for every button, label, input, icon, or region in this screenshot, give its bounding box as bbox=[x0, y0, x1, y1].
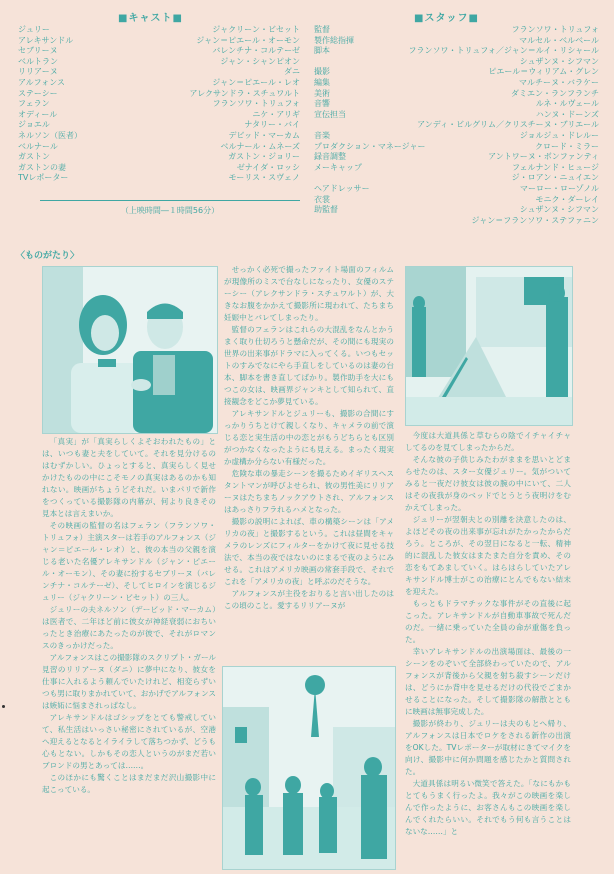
cast-role: ガストン bbox=[18, 152, 50, 162]
photo-couple-image bbox=[43, 267, 217, 433]
staff-row bbox=[314, 152, 599, 163]
cast-role: TVレポーター bbox=[18, 173, 69, 183]
staff-name: アンディ・ビルグリム／クリスチーヌ・ブリエール bbox=[417, 120, 599, 130]
cast-row bbox=[18, 46, 300, 57]
staff-row bbox=[314, 184, 599, 195]
cast-row bbox=[18, 173, 300, 184]
cast-list bbox=[18, 25, 300, 184]
cast-role: ジュリー bbox=[18, 25, 50, 34]
staff-row bbox=[314, 195, 599, 206]
staff-row bbox=[314, 142, 599, 153]
story-paragraph: 監督のフェランはこれらの大混乱をなんとかうまく取り仕切ろうと懸命だが、その間にも現実の世界の出来事がドラマに入ってくる。いつもセットのすみでなにやら手直しをしているのは妻の台本、脚本を書き直してばかり。製作助手を大にもつこの女は、映画界ジャンキとして知られて、直接観念をどこか夢見ている。 bbox=[224, 325, 394, 406]
cast-name: ガストン・ジョリー bbox=[228, 152, 300, 162]
staff-row bbox=[314, 205, 599, 216]
cast-row bbox=[18, 152, 300, 163]
cast-name: フランソワ・トリュフォ bbox=[212, 99, 300, 109]
staff-row bbox=[314, 89, 599, 100]
cast-name: ベルナール・ムネーズ bbox=[220, 141, 300, 151]
runtime: （上映時間―１時間56分） bbox=[120, 206, 220, 215]
story-paragraph: 撮影が終わり、ジュリーは夫のもとへ帰り、アルフォンスは日本でロケをされる新作の出演をOKした。TVレポーターが取材にきてマイクを向け、撮影中に何か問題を感じたかと質問された。 bbox=[405, 719, 571, 776]
cast-name: ジャン＝ピエール・レオ bbox=[212, 77, 300, 87]
staff-row bbox=[314, 67, 599, 78]
story-paragraph: アルフォンスが主役をおりると言い出したのはこの頃のこと。愛するリリアーヌが bbox=[224, 589, 394, 610]
cast-row bbox=[18, 142, 300, 153]
photo-street-image bbox=[406, 267, 572, 425]
cast-name: モーリス・スヴェノ bbox=[228, 173, 300, 183]
cast-section bbox=[18, 12, 300, 184]
staff-name: アントワーヌ・ボンファンティ bbox=[488, 152, 599, 162]
photo-couple bbox=[42, 266, 218, 434]
staff-role: 助監督 bbox=[314, 205, 338, 215]
staff-row bbox=[314, 163, 599, 174]
staff-role: 脚本 bbox=[314, 46, 330, 56]
staff-name: クロード・ミラー bbox=[535, 141, 599, 151]
cast-row bbox=[18, 120, 300, 131]
staff-row bbox=[314, 99, 599, 110]
cast-name: バレンチナ・コルテーゼ bbox=[212, 46, 300, 56]
story-paragraph: アレキサンドルとジュリーも、撮影の合間にすっかりうちとけて親しくなり、キャメラの前で演じる恋と実生活の中の恋とがもうどちらとも区別がつかなくなったようにも見える。まったく現実か虚構か分らない有様だった。 bbox=[224, 409, 394, 466]
staff-role: メーキャップ bbox=[314, 162, 362, 172]
story-middle-column bbox=[224, 264, 394, 660]
staff-role: 音楽 bbox=[314, 130, 330, 140]
staff-row bbox=[314, 173, 599, 184]
cast-row bbox=[18, 131, 300, 142]
staff-role: 録音調整 bbox=[314, 152, 346, 162]
photo-crew bbox=[222, 666, 396, 870]
cast-role: ベルトラン bbox=[18, 56, 58, 66]
story-paragraph: ジュリーが翌朝夫との別離を決意したのは、よほどその夜の出来事が忘れがたかったからだろう。ところが、その翌日になると一転、精神的に混乱した彼女はまたまた自分を責め、その恋をもてあましていく。はらはらしていたアレキサンドル博士がこの治療にとんでもない結末を迎えた。 bbox=[405, 515, 571, 596]
cast-name: ニケ・アリギ bbox=[252, 109, 300, 119]
staff-name: ハンヌ・ドーンズ bbox=[535, 109, 599, 119]
story-left-column bbox=[42, 436, 216, 870]
staff-name: ピエール＝ウィリアム・グレン bbox=[488, 67, 599, 77]
story-paragraph: その映画の監督の名はフェラン（フランソワ・トリュフォ）主演スターは若手のアルフォンス（ジャン＝ピエール・レオ）と、彼の本当の父親を演じる老いた名優アレキサンドル（ジャン・ピエール・オーモン）、その妻に扮するセブリーヌ（バレンチナ・コルテーゼ）、そしてヒロインを演じるジュリー（ジャクリーン・ビセット）の三人。 bbox=[42, 521, 216, 602]
cast-name: ジャン・シャンピオン bbox=[220, 56, 300, 66]
staff-row bbox=[314, 78, 599, 89]
cast-name: ゼナイダ・ロッシ bbox=[236, 162, 300, 172]
photo-street bbox=[405, 266, 573, 426]
cast-name: アレクサンドラ・スチュワルト bbox=[189, 88, 300, 98]
cast-row bbox=[18, 99, 300, 110]
cast-row bbox=[18, 78, 300, 89]
staff-name: フランソワ・トリュフォ／ジャン＝ルイ・リシャール bbox=[408, 46, 599, 56]
staff-row bbox=[314, 36, 599, 47]
staff-row bbox=[314, 25, 599, 36]
cast-role: アレキサンドル bbox=[18, 35, 74, 45]
cast-role: アルフォンス bbox=[18, 77, 66, 87]
staff-row bbox=[314, 131, 599, 142]
staff-name: シュザンヌ・シフマン bbox=[519, 205, 599, 215]
story-paragraph: 大道具係は明るい微笑で答えた。「なにもかもとてもうまく行ったよ。我々がこの映画を楽しんで作ったように、お客さんもこの映画を楽しんでくれたらいい。それでもう何も言うことはないな……」と bbox=[405, 779, 571, 836]
cast-role: ガストンの妻 bbox=[18, 162, 66, 172]
staff-role: 製作総指揮 bbox=[314, 35, 354, 45]
staff-role: 撮影 bbox=[314, 67, 330, 77]
story-header: 〈ものがたり〉 bbox=[16, 251, 80, 261]
cast-name: ダニ bbox=[284, 67, 300, 77]
story-paragraph: 「真実」が「真実らしくよそおわれたもの」とは、いつも妻と夫をしていて。それを見分けるのはむずかしい。ひょっとすると、真実らしく見せかけたものの中にこそモノの真実はあるのかも知れない。映画がちょうどそれだ。いまパリで新作をつくっている撮影隊の内幕が、何より良きその見本とは言えまいか。 bbox=[42, 437, 216, 518]
cast-row bbox=[18, 36, 300, 47]
story-paragraph: ジュリーの夫ネルソン（デービッド・マーカム）は医者で、二年ほど前に彼女が神経衰弱におちいったとき治療にあたったのが彼で、それがロマンスのきっかけだった。 bbox=[42, 605, 216, 650]
cast-row bbox=[18, 163, 300, 174]
staff-header: ■スタッフ■ bbox=[414, 13, 479, 24]
staff-list bbox=[314, 25, 599, 226]
staff-row bbox=[314, 120, 599, 131]
staff-name: ダミエン・ランフランチ bbox=[511, 88, 599, 98]
cast-row bbox=[18, 89, 300, 100]
staff-name: ジョルジュ・ドレルー bbox=[519, 130, 599, 140]
cast-row bbox=[18, 67, 300, 78]
cast-name: デビッド・マーカム bbox=[228, 130, 300, 140]
cast-role: ネルソン（医者） bbox=[18, 130, 82, 140]
story-paragraph: せっかく必死で撮ったファイト場面のフィルムが現像所のミスで台なしになったり、女優のステーシー（アレクサンドラ・スチュワルト）が、大きなお腹をかかえて撮影所に現われて、たちまち妊娠中とバレてしまったり。 bbox=[224, 265, 394, 322]
cast-header: ■キャスト■ bbox=[118, 13, 183, 24]
staff-name: マルセル・ベルベール bbox=[519, 35, 599, 45]
story-paragraph: このほかにも驚くことはまだまだ沢山撮影中に起こっている。 bbox=[42, 773, 216, 794]
staff-name: ジ・ロアン・ニュイエン bbox=[511, 173, 599, 183]
story-paragraph: アルフォンスはこの撮影隊のスクリプト・ガール見習のリリアーヌ（ダニ）に夢中になり、彼女を仕事に入れるよう頼んでいたけれど、相変らずいつも男に取りまかれていて、おかげでアルフォンスは嫉妬に悩まされっぱなし。 bbox=[42, 653, 216, 710]
cast-role: セブリーヌ bbox=[18, 46, 58, 56]
punch-mark bbox=[2, 705, 5, 708]
staff-name: モニク・ダーレイ bbox=[535, 194, 599, 204]
cast-name: ジャン＝ピエール・オーモン bbox=[196, 35, 300, 45]
cast-role: ステーシー bbox=[18, 88, 58, 98]
staff-row bbox=[314, 110, 599, 121]
staff-name: ルネ・ルヴェール bbox=[535, 99, 599, 109]
staff-name: ジャン＝フランソワ・ステファニン bbox=[471, 215, 599, 225]
cast-row bbox=[18, 57, 300, 68]
cast-role: オディール bbox=[18, 109, 58, 119]
staff-role: 美術 bbox=[314, 88, 330, 98]
story-paragraph: 危険な車の暴走シーンを撮るためイギリスへスタントマンが呼びよせられ、彼の男性美にリリアーヌはたちまちノックアウトされ、アルフォンスはあっさりフラれるハメとなった。 bbox=[224, 469, 394, 514]
story-paragraph: 幸いアレキサンドルの出演場面は、最後の一シーンをのぞいて全部終わっていたので、アルフォンスが背後から父親を射ち殺すシーンだけは、どうにか背中を見せるだけの代役でごまかせることになった。そして撮影隊の解散とともに映画は無事完成した。 bbox=[405, 647, 571, 716]
story-paragraph: 撮影の説明によれば、車の構築シーンは「アメリカの夜」と撮影するという。これは昼間をキャメラのレンズにフィルターをかけて夜に見せる技法で、本当の夜ではないのにまるで夜のようにみせる。これはアメリカ映画の常套手段で、それでこれを「アメリカの夜」と呼ぶのだそうな。 bbox=[224, 517, 394, 586]
cast-name: ジャクリーン・ビセット bbox=[212, 25, 300, 34]
staff-row bbox=[314, 216, 599, 227]
staff-role: 宣伝担当 bbox=[314, 109, 346, 119]
staff-name: マルチーヌ・バラケー bbox=[519, 77, 599, 87]
story-paragraph: もっともドラマチックな事件がその直後に起こった。アレキサンドルが自動車事故で死んだのだ。一緒に乗っていた全員の命が重傷を負った。 bbox=[405, 599, 571, 644]
staff-name: シュザンヌ・シフマン bbox=[519, 56, 599, 66]
staff-name: フランソワ・トリュフォ bbox=[511, 25, 599, 34]
staff-role: 音響 bbox=[314, 99, 330, 109]
staff-role: 衣裳 bbox=[314, 194, 330, 204]
cast-divider bbox=[40, 200, 300, 201]
cast-role: フェラン bbox=[18, 99, 50, 109]
staff-role: 監督 bbox=[314, 25, 330, 34]
story-paragraph: アレキサンドルはゴシップをとても警戒していて、私生活はいっさい秘密にされているが、空港へ迎えるとなるとイライラして落ちつかず、どうも心もとない。しかもその恋人というのがまだ若いブロンドの男とあっては……。 bbox=[42, 713, 216, 770]
cast-role: リリアーヌ bbox=[18, 67, 58, 77]
story-paragraph: そんな彼の子供じみたわがままを思いとどまらせたのは、スター女優ジュリー。気がついてみると一夜だけ彼女は彼の腕の中にいて、二人はその夜我が身のベッドでとうとう夜明けをむかえてしまった。 bbox=[405, 455, 571, 512]
staff-role: プロダクション・マネージャー bbox=[314, 141, 426, 151]
staff-role: 編集 bbox=[314, 77, 330, 87]
staff-name: フェルナンド・ヒュージ bbox=[511, 162, 599, 172]
cast-name: ナタリー・バイ bbox=[244, 120, 300, 130]
cast-role: ジョエル bbox=[18, 120, 50, 130]
staff-row bbox=[314, 46, 599, 57]
photo-crew-image bbox=[223, 667, 395, 869]
staff-role: ヘアドレッサー bbox=[314, 183, 370, 193]
cast-role: ベルナール bbox=[18, 141, 58, 151]
story-right-column bbox=[405, 430, 571, 870]
staff-row bbox=[314, 57, 599, 68]
staff-name: マーロー・ローゾノル bbox=[519, 183, 599, 193]
cast-row bbox=[18, 25, 300, 36]
story-paragraph: 今度は大道具係と草むらの陰でイチャイチャしてるのを見てしまったからだ。 bbox=[405, 431, 571, 452]
cast-row bbox=[18, 110, 300, 121]
staff-section bbox=[314, 12, 599, 226]
